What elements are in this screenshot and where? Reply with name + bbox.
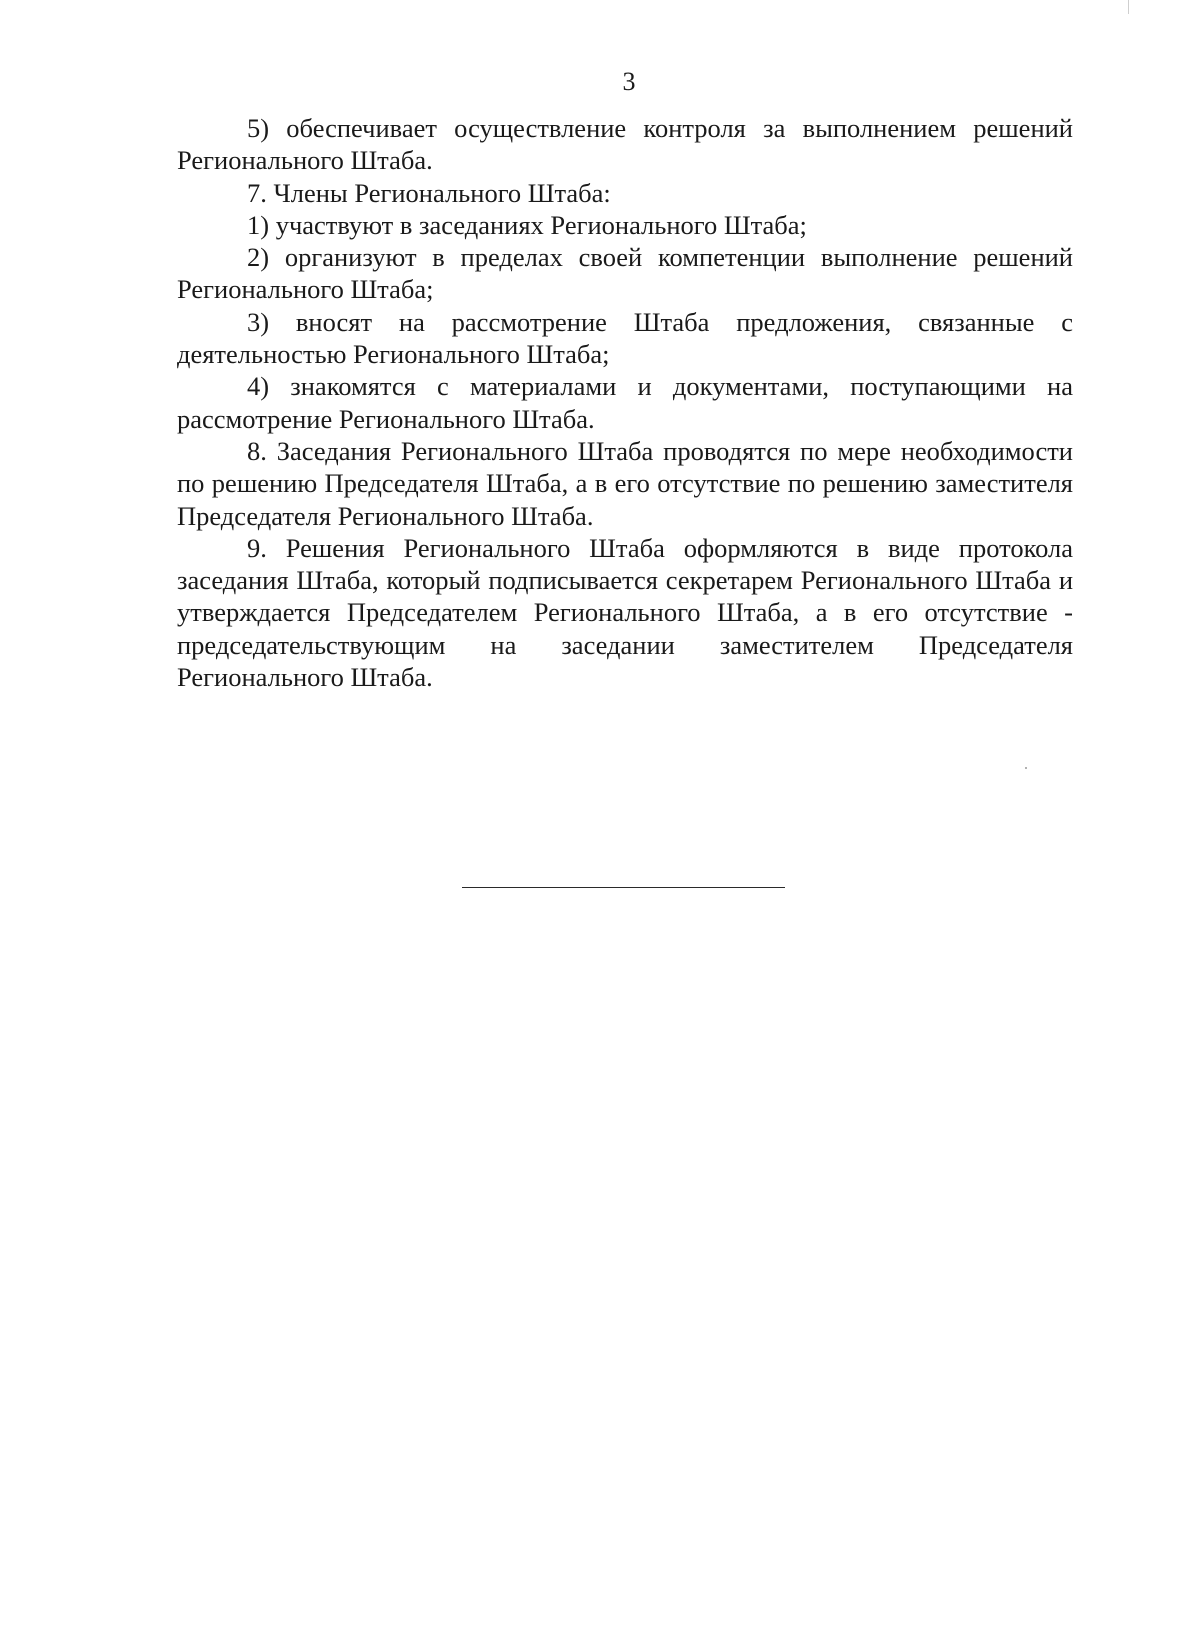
- paragraph-item-9: 9. Решения Регионального Штаба оформляются в виде протокола заседания Штаба, который подписывается секретарем Регионального Штаба и утверждается Председателем Регионального Штаба, а в его отсутствие - председательствующим на заседании заместителем Председателя Регионального Штаба.: [177, 532, 1073, 693]
- paragraph-item-8: 8. Заседания Регионального Штаба проводятся по мере необходимости по решению Председателя Штаба, а в его отсутствие по решению заместителя Председателя Регионального Штаба.: [177, 435, 1073, 531]
- paragraph-item-7-3: 3) вносят на рассмотрение Штаба предложения, связанные с деятельностью Регионального Штаба;: [177, 306, 1073, 370]
- scan-edge-mark: [1128, 0, 1129, 14]
- document-body: [177, 112, 1073, 693]
- paragraph-item-7-4: 4) знакомятся с материалами и документами, поступающими на рассмотрение Регионального Штаба.: [177, 371, 1073, 434]
- paragraph-item-5: 5) обеспечивает осуществление контроля за выполнением решений Регионального Штаба.: [177, 113, 1073, 176]
- paragraph-item-7-1: 1) участвуют в заседаниях Регионального Штаба;: [247, 209, 807, 240]
- end-of-document-rule: [462, 887, 785, 888]
- scan-speck: [1025, 767, 1027, 769]
- paragraph-item-7-heading: 7. Члены Регионального Штаба:: [247, 177, 611, 208]
- paragraph-item-7-2: 2) организуют в пределах своей компетенции выполнение решений Регионального Штаба;: [177, 242, 1073, 305]
- page-number: 3: [622, 67, 636, 96]
